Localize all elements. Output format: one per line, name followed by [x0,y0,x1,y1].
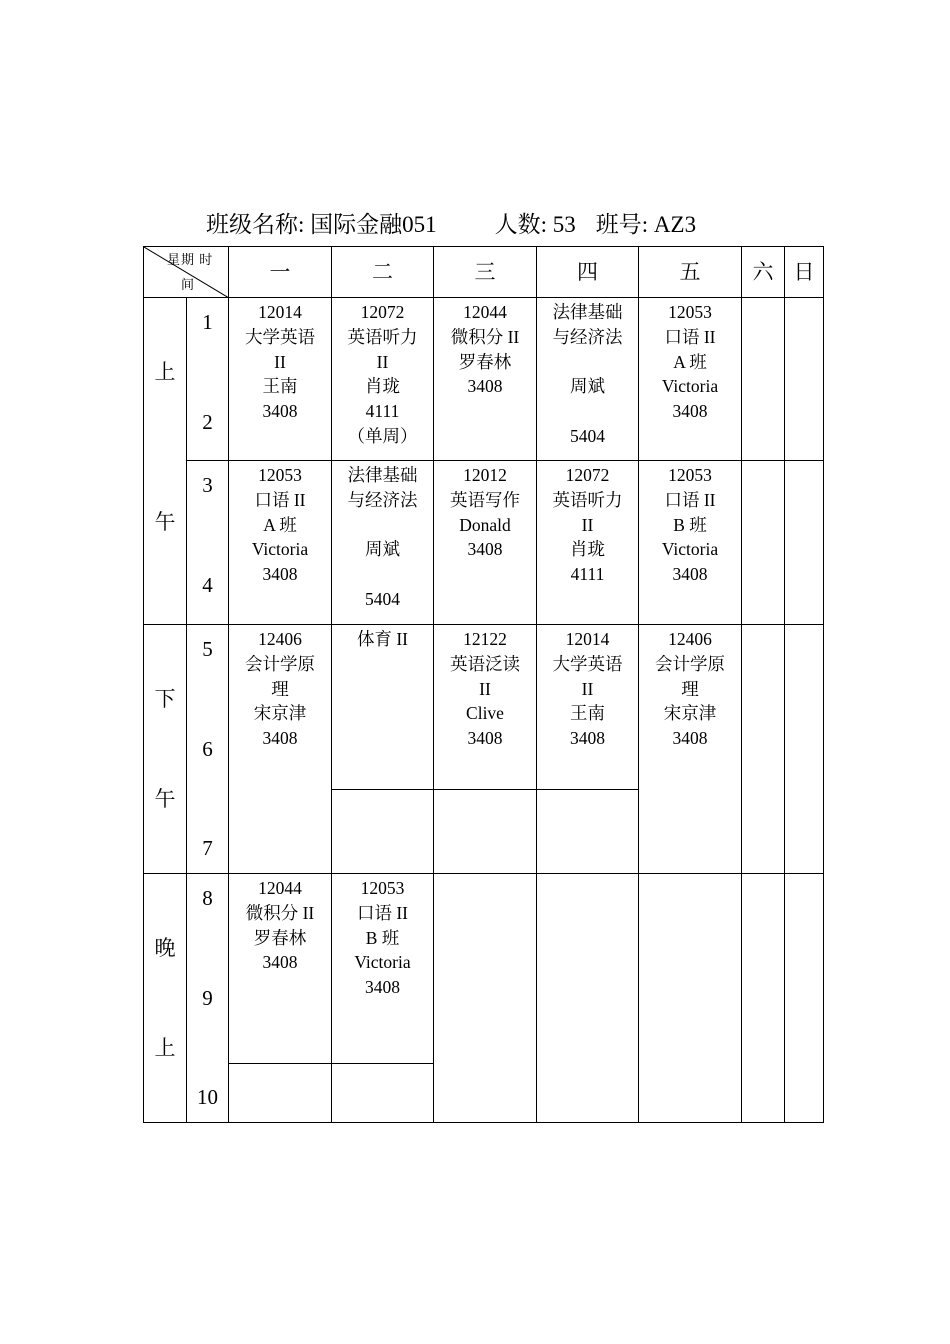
day-header-sat: 六 [742,247,785,298]
slot-number-3: 3 [202,473,213,497]
timetable [143,246,824,1123]
slot-number-6: 6 [202,737,213,761]
day-header-mon: 一 [229,247,332,298]
course-cell-b1-fri: 12053 口语 II A 班 Victoria 3408 [639,298,742,461]
course-cell-b1-mon: 12014 大学英语 II 王南 3408 [229,298,332,461]
period-afternoon-char-1: 下 [154,687,176,711]
slot-number-4: 4 [202,573,213,597]
course-cell-b4-mon: 12044 微积分 II 罗春林 3408 [229,874,332,1064]
course-cell-b3-mon: 12406 会计学原 理 宋京津 3408 [229,625,332,874]
slot-number-1: 1 [202,310,213,334]
empty-cell-b1-sat [742,298,785,461]
corner-week-label: 星期 时 [167,252,214,267]
day-header-fri: 五 [639,247,742,298]
class-name-label: 班级名称: 国际金融051 [206,212,437,237]
empty-cell-b1-sun [785,298,824,461]
slot-number-2: 2 [202,410,213,434]
course-cell-b1-thu: 法律基础 与经济法 周斌 5404 [537,298,639,461]
period-morning-char-2: 午 [154,510,176,534]
period-morning [144,298,187,625]
empty-cell-b4-thu [537,874,639,1123]
corner-time-label: 间 [181,277,195,292]
empty-cell-b3-thu-lower [537,790,639,874]
course-cell-b3-tue: 体育 II [332,625,434,790]
class-code-label: 班号: AZ3 [595,212,697,237]
period-evening-char-2: 上 [154,1036,176,1060]
day-header-sun: 日 [785,247,824,298]
period-afternoon [144,625,187,874]
course-cell-b1-wed: 12044 微积分 II 罗春林 3408 [434,298,537,461]
empty-cell-b3-sun [785,625,824,874]
empty-cell-b3-sat [742,625,785,874]
slot-3-4 [187,461,229,625]
empty-cell-b4-mon-lower [229,1064,332,1123]
course-cell-b2-thu: 12072 英语听力 II 肖珑 4111 [537,461,639,625]
course-cell-b4-tue: 12053 口语 II B 班 Victoria 3408 [332,874,434,1064]
slot-number-9: 9 [202,986,213,1010]
slot-number-7: 7 [202,836,213,860]
course-cell-b3-fri: 12406 会计学原 理 宋京津 3408 [639,625,742,874]
empty-cell-b3-wed-lower [434,790,537,874]
empty-cell-b3-tue-lower [332,790,434,874]
empty-cell-b4-sun [785,874,824,1123]
empty-cell-b2-sun [785,461,824,625]
day-header-wed: 三 [434,247,537,298]
course-cell-b3-thu: 12014 大学英语 II 王南 3408 [537,625,639,790]
course-cell-b2-mon: 12053 口语 II A 班 Victoria 3408 [229,461,332,625]
day-header-tue: 二 [332,247,434,298]
slot-number-10: 10 [197,1085,218,1109]
period-evening [144,874,187,1123]
course-cell-b2-wed: 12012 英语写作 Donald 3408 [434,461,537,625]
period-afternoon-char-2: 午 [154,787,176,811]
empty-cell-b4-wed [434,874,537,1123]
day-header-thu: 四 [537,247,639,298]
corner-header [144,247,229,298]
slot-8-10 [187,874,229,1123]
period-morning-char-1: 上 [154,360,176,384]
slot-number-5: 5 [202,637,213,661]
student-count-label: 人数: 53 [494,212,576,237]
course-cell-b2-fri: 12053 口语 II B 班 Victoria 3408 [639,461,742,625]
schedule-title [206,206,696,239]
empty-cell-b4-fri [639,874,742,1123]
slot-5-7 [187,625,229,874]
empty-cell-b4-tue-lower [332,1064,434,1123]
course-cell-b1-tue: 12072 英语听力 II 肖珑 4111 （单周） [332,298,434,461]
course-cell-b3-wed: 12122 英语泛读 II Clive 3408 [434,625,537,790]
empty-cell-b4-sat [742,874,785,1123]
period-evening-char-1: 晚 [154,936,176,960]
course-cell-b2-tue: 法律基础 与经济法 周斌 5404 [332,461,434,625]
slot-number-8: 8 [202,886,213,910]
empty-cell-b2-sat [742,461,785,625]
slot-1-2 [187,298,229,461]
